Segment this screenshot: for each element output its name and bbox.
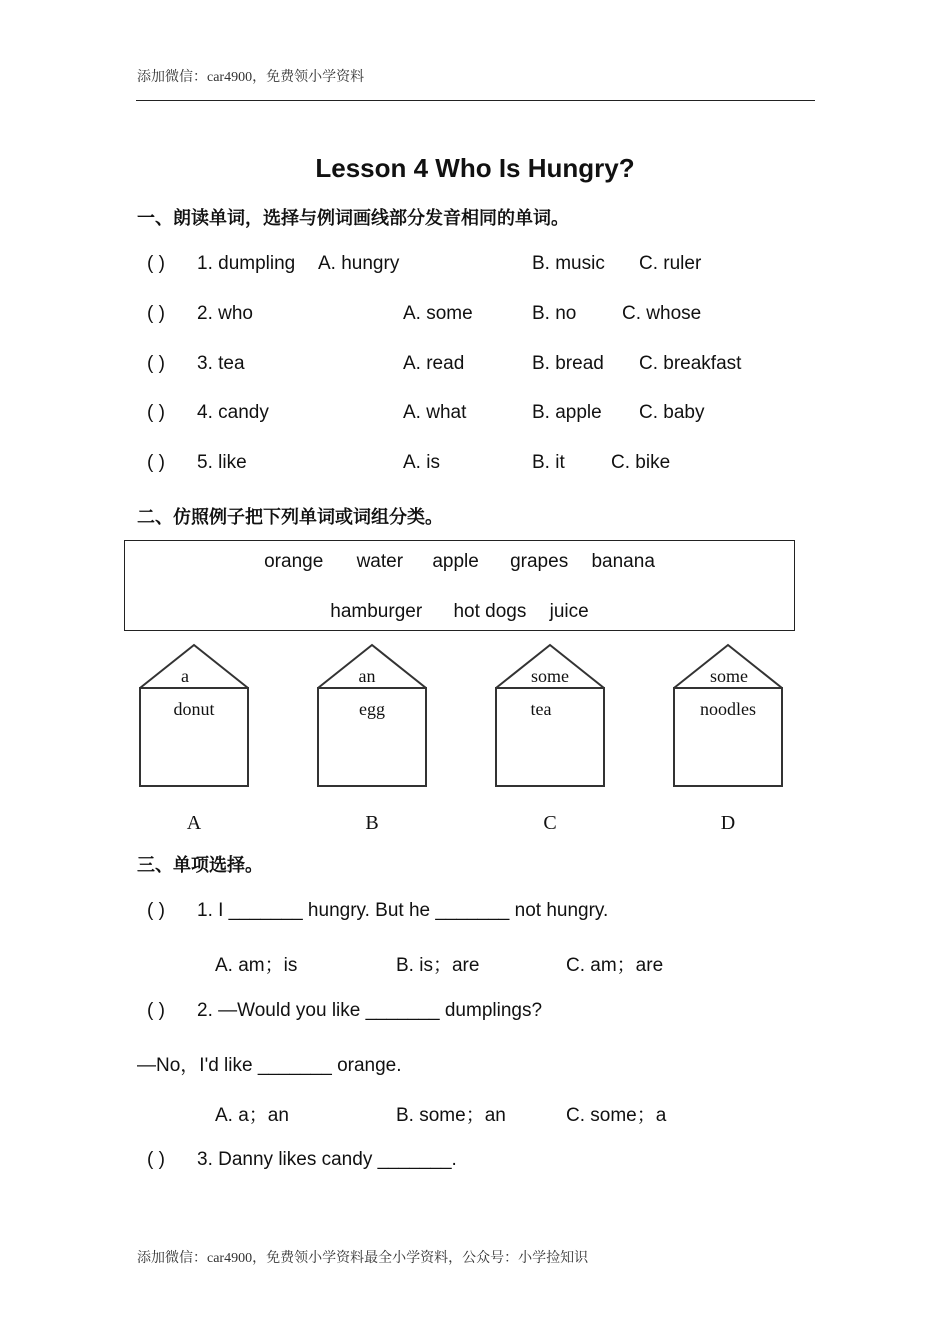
option-b: B. is；are: [396, 955, 480, 976]
word-item: hot dogs: [453, 601, 527, 622]
house-example-word: noodles: [700, 699, 756, 719]
section2-heading: 二、仿照例子把下列单词或词组分类。: [137, 507, 443, 527]
option-b: B. it: [532, 452, 565, 473]
house-roof-label: an: [358, 666, 376, 686]
house-example-word: donut: [173, 699, 215, 719]
question-stem-reply: —No，I'd like _______ orange.: [137, 1055, 402, 1076]
answer-paren[interactable]: ( ): [147, 303, 165, 324]
house-letter: D: [720, 812, 736, 834]
option-c: C. baby: [639, 402, 705, 423]
house-roof-label: some: [710, 666, 748, 686]
word-item: water: [356, 551, 404, 572]
word-bank-row-1: [125, 551, 794, 573]
word-item: orange: [264, 551, 324, 572]
question-stem: 1. I _______ hungry. But he _______ not hungry.: [197, 900, 609, 921]
option-b: B. some；an: [396, 1105, 506, 1126]
answer-paren[interactable]: ( ): [147, 1000, 165, 1021]
option-a: A. is: [403, 452, 440, 473]
option-a: A. what: [403, 402, 467, 423]
option-c: C. some；a: [566, 1105, 667, 1126]
option-c: C. bike: [611, 452, 671, 473]
house-letter: A: [186, 812, 202, 834]
section1-heading: 一、朗读单词，选择与例词画线部分发音相同的单词。: [137, 208, 569, 228]
house-letter: C: [543, 812, 557, 834]
option-b: B. music: [532, 253, 605, 274]
option-c: C. breakfast: [639, 353, 742, 374]
section3-heading: 三、单项选择。: [137, 855, 263, 875]
house-example-word: egg: [359, 699, 385, 719]
question-stem: 3. Danny likes candy _______.: [197, 1149, 457, 1170]
example-word: 3. tea: [197, 353, 245, 374]
option-c: C. am；are: [566, 955, 664, 976]
house-example-word: tea: [530, 699, 552, 719]
option-a: A. read: [403, 353, 465, 374]
option-c: C. ruler: [639, 253, 702, 274]
header-rule: [136, 100, 815, 101]
option-a: A. a；an: [215, 1105, 289, 1126]
example-word: 1. dumpling: [197, 253, 296, 274]
answer-paren[interactable]: ( ): [147, 402, 165, 423]
house-roof-label: some: [531, 666, 569, 686]
question-stem: 2. —Would you like _______ dumplings?: [197, 1000, 543, 1021]
answer-paren[interactable]: ( ): [147, 253, 165, 274]
option-b: B. no: [532, 303, 577, 324]
word-item: juice: [549, 601, 589, 622]
answer-paren[interactable]: ( ): [147, 452, 165, 473]
word-bank-box: [124, 540, 795, 631]
word-item: apple: [432, 551, 479, 572]
option-b: B. apple: [532, 402, 602, 423]
word-item: hamburger: [330, 601, 423, 622]
example-word: 4. candy: [197, 402, 269, 423]
house-letter: B: [365, 812, 379, 834]
house-roof-label: a: [181, 666, 189, 686]
word-bank-row-2: [125, 601, 794, 623]
example-word: 5. like: [197, 452, 247, 473]
word-item: grapes: [510, 551, 569, 572]
answer-paren[interactable]: ( ): [147, 353, 165, 374]
option-a: A. some: [403, 303, 473, 324]
example-word: 2. who: [197, 303, 253, 324]
option-c: C. whose: [622, 303, 702, 324]
word-item: banana: [591, 551, 655, 572]
option-a: A. hungry: [318, 253, 400, 274]
answer-paren[interactable]: ( ): [147, 900, 165, 921]
answer-paren[interactable]: ( ): [147, 1149, 165, 1170]
option-b: B. bread: [532, 353, 604, 374]
page-footer: 添加微信：car4900，免费领小学资料最全小学资料，公众号：小学捡知识: [137, 1251, 589, 1266]
lesson-title: Lesson 4 Who Is Hungry?: [315, 153, 635, 183]
page-header: 添加微信：car4900，免费领小学资料: [137, 70, 365, 85]
option-a: A. am；is: [215, 955, 298, 976]
